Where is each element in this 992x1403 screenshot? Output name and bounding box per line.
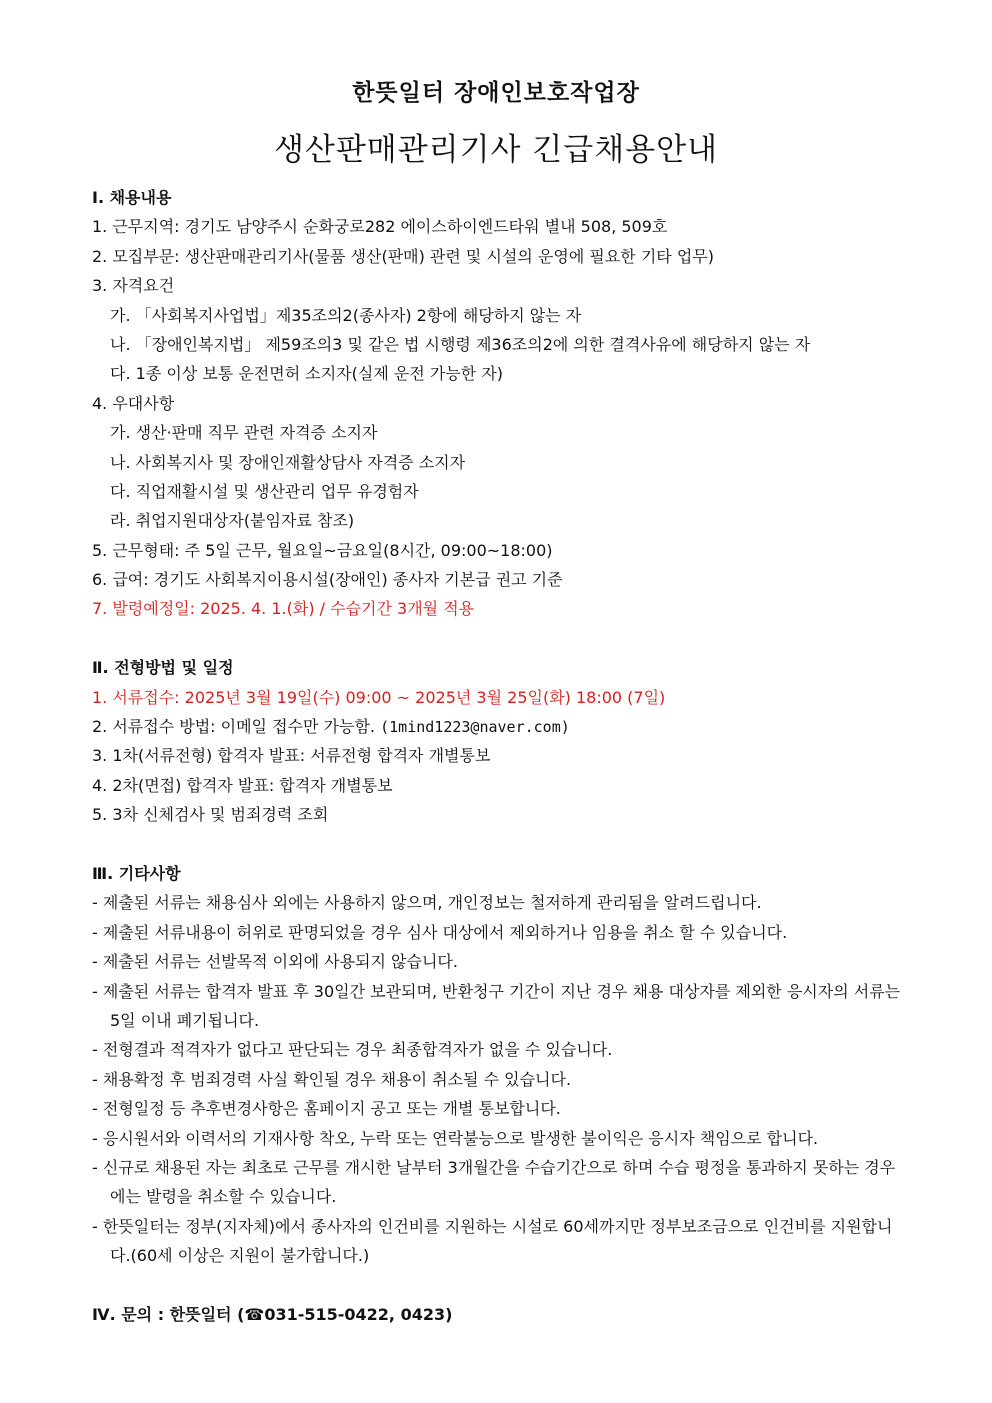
- document-body: [92, 183, 904, 1329]
- note-item: - 제출된 서류는 선발목적 이외에 사용되지 않습니다.: [92, 952, 458, 972]
- organization-title: 한뜻일터 장애인보호작업장: [352, 80, 640, 106]
- selection-step-item: 5. 3차 신체검사 및 범죄경력 조회: [92, 805, 329, 825]
- spacer: [92, 624, 904, 653]
- receipt-method-item: [92, 712, 904, 741]
- contact-info: Ⅳ. 문의 : 한뜻일터 (☎031-515-0422, 0423): [92, 1304, 453, 1324]
- qualification-item: 나. 「장애인복지법」 제59조의3 및 같은 법 시행령 제36조의2에 의한 결격사유에 해당하지 않는 자: [110, 334, 811, 354]
- preferences-label: 4. 우대사항: [92, 393, 175, 413]
- selection-step-item: 4. 2차(면접) 합격자 발표: 합격자 개별통보: [92, 775, 393, 795]
- section-heading-selection: Ⅱ. 전형방법 및 일정: [92, 658, 234, 678]
- receipt-method-text: 2. 서류접수 방법: 이메일 접수만 가능함.: [92, 717, 381, 737]
- preference-item: 라. 취업지원대상자(붙임자료 참조): [110, 511, 355, 531]
- note-item: - 제출된 서류내용이 허위로 판명되었을 경우 심사 대상에서 제외하거나 임용을 취소 할 수 있습니다.: [92, 922, 788, 942]
- selection-step-item: 3. 1차(서류전형) 합격자 발표: 서류전형 합격자 개별통보: [92, 746, 491, 766]
- position-item: 2. 모집부문: 생산판매관리기사(물품 생산(판매) 관련 및 시설의 운영에 필요한 기타 업무): [92, 246, 714, 266]
- work-type-item: 5. 근무형태: 주 5일 근무, 월요일~금요일(8시간, 09:00~18:00): [92, 540, 553, 560]
- note-item: - 제출된 서류는 채용심사 외에는 사용하지 않으며, 개인정보는 철저하게 관리됨을 알려드립니다.: [92, 893, 762, 913]
- note-item: - 응시원서와 이력서의 기재사항 착오, 누락 또는 연락불능으로 발생한 불이익은 응시자 책임으로 합니다.: [92, 1128, 819, 1148]
- preference-item: 가. 생산·판매 직무 관련 자격증 소지자: [110, 423, 378, 443]
- preference-item: 다. 직업재활시설 및 생산관리 업무 유경험자: [110, 481, 419, 501]
- note-item: - 채용확정 후 범죄경력 사실 확인될 경우 채용이 취소될 수 있습니다.: [92, 1069, 572, 1089]
- note-item: - 신규로 채용된 자는 최초로 근무를 개시한 날부터 3개월간을 수습기간으로 하며 수습 평정을 통과하지 못하는 경우에는 발령을 취소할 수 있습니다.: [92, 1157, 896, 1207]
- salary-item: 6. 급여: 경기도 사회복지이용시설(장애인) 종사자 기본급 권고 기준: [92, 570, 563, 590]
- qualifications-label: 3. 자격요건: [92, 276, 175, 296]
- note-item: - 전형결과 적격자가 없다고 판단되는 경우 최종합격자가 없을 수 있습니다.: [92, 1040, 613, 1060]
- email-address: (1mind1223@naver.com): [380, 718, 570, 737]
- note-item: - 제출된 서류는 합격자 발표 후 30일간 보관되며, 반환청구 기간이 지난 경우 채용 대상자를 제외한 응시자의 서류는 5일 이내 폐기됩니다.: [92, 981, 901, 1030]
- section-heading-recruitment: Ⅰ. 채용내용: [92, 188, 172, 207]
- section-heading-other: Ⅲ. 기타사항: [92, 863, 181, 883]
- qualification-item: 가. 「사회복지사업법」제35조의2(종사자) 2항에 해당하지 않는 자: [110, 305, 582, 325]
- preference-item: 나. 사회복지사 및 장애인재활상담사 자격증 소지자: [110, 452, 466, 472]
- page-title: 생산판매관리기사 긴급채용안내: [273, 132, 719, 168]
- note-item: - 전형일정 등 추후변경사항은 홈페이지 공고 또는 개별 통보합니다.: [92, 1099, 561, 1119]
- receipt-period-item: 1. 서류접수: 2025년 3월 19일(수) 09:00 ~ 2025년 3월 25일(화) 18:00 (7일): [92, 687, 666, 707]
- work-location-item: 1. 근무지역: 경기도 남양주시 순화궁로282 에이스하이엔드타워 별내 508, 509호: [92, 217, 668, 237]
- note-item: - 한뜻일터는 정부(지자체)에서 종사자의 인건비를 지원하는 시설로 60세까지만 정부보조금으로 인건비를 지원합니다.(60세 이상은 지원이 불가합니다.): [92, 1216, 893, 1266]
- appointment-date-item: 7. 발령예정일: 2025. 4. 1.(화) / 수습기간 3개월 적용: [92, 599, 475, 619]
- qualification-item: 다. 1종 이상 보통 운전면허 소지자(실제 운전 가능한 자): [110, 364, 504, 384]
- spacer: [92, 1271, 904, 1300]
- spacer: [92, 830, 904, 859]
